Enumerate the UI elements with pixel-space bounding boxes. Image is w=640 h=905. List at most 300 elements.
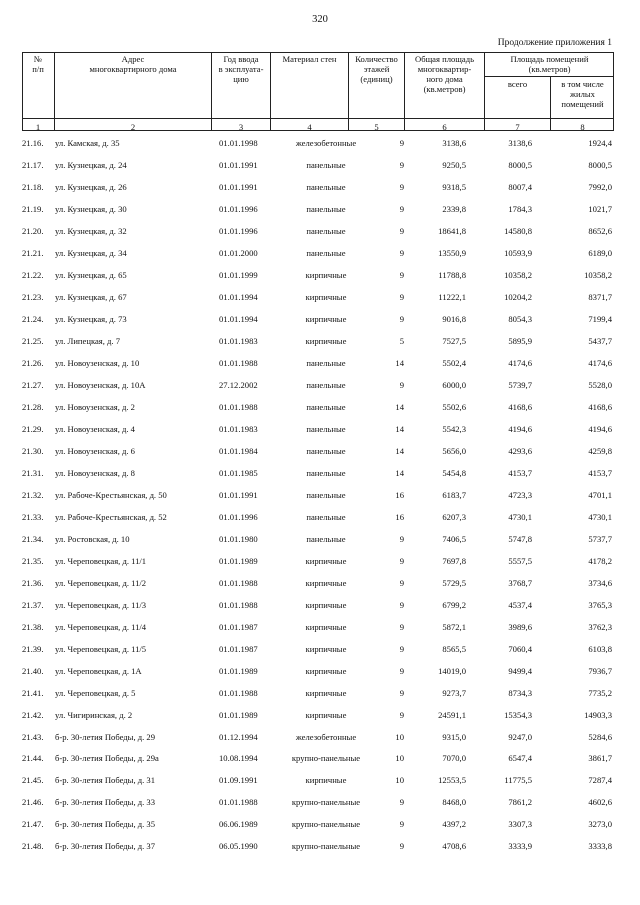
total-area-cell: 7527,5 [442, 335, 466, 346]
year-cell: 01.01.1991 [219, 160, 258, 170]
year-cell: 01.01.1989 [219, 709, 258, 720]
row-index: 21.39. [22, 643, 44, 654]
premises-all-cell: 8007,4 [508, 182, 532, 192]
row-index: 21.45. [22, 775, 44, 786]
table-row [22, 138, 614, 150]
floors-cell: 9 [399, 379, 404, 390]
living-area-cell: 3762,3 [588, 621, 612, 632]
year-cell: 01.01.1980 [219, 533, 258, 544]
material-cell: кирпичные [305, 335, 347, 346]
material-cell: кирпичные [305, 709, 347, 720]
premises-all-cell: 6547,4 [508, 753, 532, 764]
material-cell: кирпичные [305, 687, 347, 698]
address-cell: ул. Новоузенская, д. 10 [55, 357, 140, 368]
living-area-cell: 3861,7 [588, 753, 612, 764]
table-row [22, 775, 614, 787]
premises-all-cell: 4730,1 [508, 511, 532, 522]
floors-cell: 9 [399, 225, 404, 236]
row-index: 21.29. [22, 423, 44, 434]
floors-cell: 9 [399, 291, 404, 302]
premises-all-cell: 4537,4 [508, 599, 532, 610]
address-cell: ул. Череповецкая, д. 1А [55, 665, 142, 676]
year-cell: 01.01.1988 [219, 577, 258, 588]
material-cell: крупно-панельные [291, 797, 361, 808]
premises-all-cell: 5895,9 [508, 335, 532, 346]
floors-cell: 9 [399, 160, 404, 170]
row-index: 21.38. [22, 621, 44, 632]
floors-cell: 9 [399, 247, 404, 258]
total-area-cell: 6000,0 [442, 379, 466, 390]
premises-all-cell: 11775,5 [504, 775, 532, 786]
material-cell: панельные [306, 445, 346, 456]
material-cell: крупно-панельные [291, 753, 361, 764]
floors-cell: 9 [399, 599, 404, 610]
material-cell: панельные [306, 467, 346, 478]
premises-all-cell: 14580,8 [504, 225, 532, 236]
total-area-cell: 8468,0 [442, 797, 466, 808]
living-area-cell: 4259,8 [588, 445, 612, 456]
material-cell: панельные [306, 401, 346, 412]
address-cell: б-р. 30-летия Победы, д. 35 [55, 819, 156, 830]
floors-cell: 14 [395, 357, 404, 368]
row-index: 21.40. [22, 665, 44, 676]
year-cell: 01.01.1998 [219, 138, 258, 148]
year-cell: 01.01.2000 [219, 247, 258, 258]
year-cell: 01.01.1984 [219, 445, 258, 456]
floors-cell: 9 [399, 269, 404, 280]
premises-all-cell: 7060,4 [508, 643, 532, 654]
floors-cell: 14 [395, 445, 404, 456]
table-row [22, 753, 614, 765]
living-area-cell: 5528,0 [588, 379, 612, 390]
total-area-cell: 7697,8 [442, 555, 466, 566]
column-number: 7 [515, 122, 520, 132]
address-cell: б-р. 30-летия Победы, д. 29 [55, 731, 156, 742]
year-cell: 01.01.1996 [219, 203, 258, 214]
table-row [22, 490, 614, 502]
address-cell: б-р. 30-летия Победы, д. 31 [55, 775, 156, 786]
header-material: Материал стен [282, 54, 337, 64]
premises-all-cell: 4723,3 [508, 489, 532, 500]
living-area-cell: 3273,0 [588, 819, 612, 830]
floors-cell: 9 [399, 841, 404, 852]
address-cell: ул. Кузнецкая, д. 67 [55, 291, 127, 302]
premises-all-cell: 7861,2 [508, 797, 532, 808]
address-cell: ул. Кузнецкая, д. 26 [55, 182, 127, 192]
table-row [22, 160, 614, 172]
floors-cell: 10 [395, 775, 404, 786]
address-cell: ул. Камская, д. 35 [55, 138, 120, 148]
row-index: 21.21. [22, 247, 44, 258]
floors-cell: 9 [399, 138, 404, 148]
address-cell: ул. Новоузенская, д. 2 [55, 401, 135, 412]
header-total-area: Общая площадь многоквартир- ного дома (кв.метров) [414, 54, 475, 94]
table-row [22, 666, 614, 678]
floors-cell: 9 [399, 665, 404, 676]
material-cell: панельные [306, 357, 346, 368]
material-cell: панельные [306, 423, 346, 434]
table-row [22, 248, 614, 260]
material-cell: кирпичные [305, 775, 347, 786]
total-area-cell: 24591,1 [438, 709, 466, 720]
row-index: 21.46. [22, 797, 44, 808]
living-area-cell: 4178,2 [588, 555, 612, 566]
material-cell: панельные [306, 225, 346, 236]
floors-cell: 10 [395, 753, 404, 764]
floors-cell: 10 [395, 731, 404, 742]
address-cell: б-р. 30-летия Победы, д. 29а [55, 753, 159, 764]
living-area-cell: 7199,4 [588, 313, 612, 324]
column-number: 1 [35, 122, 41, 132]
total-area-cell: 5729,5 [442, 577, 466, 588]
premises-all-cell: 3138,6 [508, 138, 532, 148]
continuation-note: Продолжение приложения 1 [497, 38, 612, 48]
total-area-cell: 9250,5 [442, 160, 466, 170]
column-number: 4 [307, 122, 312, 132]
total-area-cell: 11222,1 [438, 291, 466, 302]
premises-all-cell: 8000,5 [508, 160, 532, 170]
address-cell: ул. Кузнецкая, д. 30 [55, 203, 127, 214]
row-index: 21.43. [22, 731, 44, 742]
table-row [22, 797, 614, 809]
address-cell: ул. Кузнецкая, д. 32 [55, 225, 127, 236]
floors-cell: 9 [399, 687, 404, 698]
address-cell: ул. Чигиринская, д. 2 [55, 709, 133, 720]
premises-all-cell: 1784,3 [508, 203, 532, 214]
table-row [22, 424, 614, 436]
floors-cell: 9 [399, 709, 404, 720]
year-cell: 01.01.1991 [219, 489, 258, 500]
material-cell: кирпичные [305, 313, 347, 324]
material-cell: панельные [306, 160, 346, 170]
header-year: Год ввода в эксплуата- цию [218, 54, 264, 84]
living-area-cell: 10358,2 [584, 269, 612, 280]
row-index: 21.31. [22, 467, 44, 478]
header-premises-area: Площадь помещений (кв.метров) [510, 54, 589, 74]
address-cell: ул. Новоузенская, д. 10А [55, 379, 146, 390]
row-index: 21.25. [22, 335, 44, 346]
total-area-cell: 5502,6 [442, 401, 466, 412]
premises-all-cell: 9247,0 [508, 731, 532, 742]
premises-all-cell: 15354,3 [504, 709, 532, 720]
address-cell: ул. Рабоче-Крестьянская, д. 50 [55, 489, 167, 500]
year-cell: 01.01.1983 [219, 423, 258, 434]
table-row [22, 556, 614, 568]
year-cell: 01.01.1989 [219, 555, 258, 566]
header-premises-living: в том числе жилых помещений [561, 79, 604, 109]
material-cell: кирпичные [305, 599, 347, 610]
table-row [22, 534, 614, 546]
address-cell: б-р. 30-летия Победы, д. 37 [55, 841, 156, 852]
table-row [22, 204, 614, 216]
floors-cell: 9 [399, 819, 404, 830]
total-area-cell: 9273,7 [442, 687, 466, 698]
total-area-cell: 6183,7 [442, 489, 466, 500]
table-row [22, 292, 614, 304]
floors-cell: 9 [399, 313, 404, 324]
living-area-cell: 6103,8 [588, 643, 612, 654]
premises-all-cell: 4153,7 [508, 467, 532, 478]
table-row [22, 336, 614, 348]
material-cell: панельные [306, 182, 346, 192]
row-index: 21.36. [22, 577, 44, 588]
total-area-cell: 13550,9 [438, 247, 466, 258]
address-cell: ул. Ростовская, д. 10 [55, 533, 130, 544]
living-area-cell: 1924,4 [588, 138, 612, 148]
row-index: 21.42. [22, 709, 44, 720]
row-index: 21.26. [22, 357, 44, 368]
row-index: 21.23. [22, 291, 44, 302]
floors-cell: 14 [395, 401, 404, 412]
row-index: 21.22. [22, 269, 44, 280]
year-cell: 01.01.1994 [219, 313, 258, 324]
premises-all-cell: 4174,6 [508, 357, 532, 368]
material-cell: панельные [306, 247, 346, 258]
year-cell: 01.09.1991 [219, 775, 258, 786]
floors-cell: 9 [399, 182, 404, 192]
year-cell: 01.01.1987 [219, 621, 258, 632]
year-cell: 01.01.1988 [219, 357, 258, 368]
year-cell: 01.01.1988 [219, 687, 258, 698]
floors-cell: 9 [399, 643, 404, 654]
table-row [22, 468, 614, 480]
floors-cell: 9 [399, 203, 404, 214]
premises-all-cell: 3333,9 [508, 841, 532, 852]
table-row [22, 358, 614, 370]
address-cell: б-р. 30-летия Победы, д. 33 [55, 797, 156, 808]
floors-cell: 9 [399, 533, 404, 544]
floors-cell: 9 [399, 577, 404, 588]
living-area-cell: 1021,7 [588, 203, 612, 214]
premises-all-cell: 5739,7 [508, 379, 532, 390]
living-area-cell: 5437,7 [588, 335, 612, 346]
material-cell: панельные [306, 511, 346, 522]
total-area-cell: 6207,3 [442, 511, 466, 522]
table-row [22, 226, 614, 238]
year-cell: 06.05.1990 [219, 841, 258, 852]
total-area-cell: 7406,5 [442, 533, 466, 544]
address-cell: ул. Кузнецкая, д. 73 [55, 313, 127, 324]
living-area-cell: 8652,6 [588, 225, 612, 236]
address-cell: ул. Череповецкая, д. 11/2 [55, 577, 147, 588]
total-area-cell: 4397,2 [442, 819, 466, 830]
total-area-cell: 14019,0 [438, 665, 466, 676]
header-floors: Количество этажей (единиц) [355, 54, 398, 84]
row-index: 21.30. [22, 445, 44, 456]
address-cell: ул. Череповецкая, д. 11/1 [55, 555, 147, 566]
address-cell: ул. Череповецкая, д. 11/4 [55, 621, 147, 632]
living-area-cell: 8371,7 [588, 291, 612, 302]
year-cell: 01.01.1983 [219, 335, 258, 346]
total-area-cell: 5454,8 [442, 467, 466, 478]
table-row [22, 578, 614, 590]
row-index: 21.33. [22, 511, 44, 522]
address-cell: ул. Кузнецкая, д. 34 [55, 247, 127, 258]
table-row [22, 841, 614, 853]
material-cell: железобетонные [295, 138, 357, 148]
material-cell: кирпичные [305, 643, 347, 654]
premises-all-cell: 9499,4 [508, 665, 532, 676]
table-row [22, 446, 614, 458]
row-index: 21.16. [22, 138, 44, 148]
premises-all-cell: 8054,3 [508, 313, 532, 324]
year-cell: 27.12.2002 [219, 379, 258, 390]
premises-all-cell: 10593,9 [504, 247, 532, 258]
total-area-cell: 6799,2 [442, 599, 466, 610]
year-cell: 01.01.1999 [219, 269, 258, 280]
total-area-cell: 8565,5 [442, 643, 466, 654]
total-area-cell: 11788,8 [438, 269, 466, 280]
total-area-cell: 12553,5 [438, 775, 466, 786]
header-index: № п/п [32, 54, 44, 74]
living-area-cell: 4194,6 [588, 423, 612, 434]
table-row [22, 380, 614, 392]
row-index: 21.24. [22, 313, 44, 324]
table-row [22, 622, 614, 634]
year-cell: 06.06.1989 [219, 819, 258, 830]
column-number: 3 [238, 122, 244, 132]
year-cell: 01.01.1991 [219, 182, 258, 192]
premises-all-cell: 3307,3 [508, 819, 532, 830]
year-cell: 01.01.1996 [219, 225, 258, 236]
year-cell: 01.01.1994 [219, 291, 258, 302]
row-index: 21.37. [22, 599, 44, 610]
address-cell: ул. Новоузенская, д. 4 [55, 423, 135, 434]
year-cell: 01.01.1989 [219, 665, 258, 676]
total-area-cell: 9318,5 [442, 182, 466, 192]
living-area-cell: 8000,5 [588, 160, 612, 170]
material-cell: кирпичные [305, 577, 347, 588]
table-row [22, 819, 614, 831]
row-index: 21.41. [22, 687, 44, 698]
floors-cell: 9 [399, 797, 404, 808]
column-number: 8 [580, 122, 585, 132]
living-area-cell: 5737,7 [588, 533, 612, 544]
material-cell: панельные [306, 379, 346, 390]
year-cell: 01.01.1987 [219, 643, 258, 654]
total-area-cell: 5872,1 [442, 621, 466, 632]
total-area-cell: 3138,6 [442, 138, 466, 148]
premises-all-cell: 5557,5 [508, 555, 532, 566]
material-cell: кирпичные [305, 291, 347, 302]
premises-all-cell: 4194,6 [508, 423, 532, 434]
material-cell: кирпичные [305, 621, 347, 632]
total-area-cell: 9315,0 [442, 731, 466, 742]
year-cell: 01.01.1988 [219, 797, 258, 808]
living-area-cell: 5284,6 [588, 731, 612, 742]
total-area-cell: 2339,8 [442, 203, 466, 214]
total-area-cell: 7070,0 [442, 753, 466, 764]
premises-all-cell: 3768,7 [508, 577, 532, 588]
premises-all-cell: 4293,6 [508, 445, 532, 456]
total-area-cell: 18641,8 [438, 225, 466, 236]
header-address: Адрес многоквартирного дома [89, 54, 177, 74]
address-cell: ул. Череповецкая, д. 5 [55, 687, 136, 698]
row-index: 21.35. [22, 555, 44, 566]
table-row [22, 600, 614, 612]
material-cell: кирпичные [305, 665, 347, 676]
address-cell: ул. Череповецкая, д. 11/3 [55, 599, 147, 610]
premises-all-cell: 8734,3 [508, 687, 532, 698]
year-cell: 01.01.1985 [219, 467, 258, 478]
living-area-cell: 7735,2 [588, 687, 612, 698]
table-row [22, 688, 614, 700]
living-area-cell: 4602,6 [588, 797, 612, 808]
material-cell: кирпичные [305, 555, 347, 566]
row-index: 21.19. [22, 203, 44, 214]
floors-cell: 14 [395, 467, 404, 478]
living-area-cell: 3765,3 [588, 599, 612, 610]
row-index: 21.48. [22, 841, 44, 852]
total-area-cell: 5542,3 [442, 423, 466, 434]
material-cell: панельные [306, 533, 346, 544]
floors-cell: 16 [395, 511, 404, 522]
row-index: 21.20. [22, 225, 44, 236]
living-area-cell: 3734,6 [588, 577, 612, 588]
table-row [22, 182, 614, 194]
material-cell: крупно-панельные [291, 841, 361, 852]
address-cell: ул. Новоузенская, д. 8 [55, 467, 135, 478]
header-premises-all: всего [507, 79, 528, 89]
row-index: 21.18. [22, 182, 44, 192]
column-number: 6 [442, 122, 447, 132]
row-index: 21.27. [22, 379, 44, 390]
living-area-cell: 3333,8 [588, 841, 612, 852]
page-number: 320 [312, 14, 328, 25]
row-index: 21.28. [22, 401, 44, 412]
floors-cell: 14 [395, 423, 404, 434]
row-index: 21.47. [22, 819, 44, 830]
column-number: 2 [130, 122, 136, 132]
material-cell: панельные [306, 203, 346, 214]
address-cell: ул. Липецкая, д. 7 [55, 335, 121, 346]
living-area-cell: 4701,1 [588, 489, 612, 500]
address-cell: ул. Рабоче-Крестьянская, д. 52 [55, 511, 167, 522]
floors-cell: 9 [399, 555, 404, 566]
premises-all-cell: 10204,2 [504, 291, 532, 302]
column-number: 5 [374, 122, 379, 132]
premises-all-cell: 10358,2 [504, 269, 532, 280]
table-row [22, 710, 614, 722]
floors-cell: 9 [399, 621, 404, 632]
table-row [22, 314, 614, 326]
row-index: 21.44. [22, 753, 44, 764]
table-row [22, 402, 614, 414]
material-cell: кирпичные [305, 269, 347, 280]
material-cell: железобетонные [295, 731, 357, 742]
living-area-cell: 4730,1 [588, 511, 612, 522]
living-area-cell: 7992,0 [588, 182, 612, 192]
row-index: 21.17. [22, 160, 44, 170]
premises-all-cell: 5747,8 [508, 533, 532, 544]
address-cell: ул. Кузнецкая, д. 24 [55, 160, 127, 170]
living-area-cell: 4168,6 [588, 401, 612, 412]
table-row [22, 270, 614, 282]
living-area-cell: 7936,7 [588, 665, 612, 676]
address-cell: ул. Череповецкая, д. 11/5 [55, 643, 147, 654]
year-cell: 01.01.1988 [219, 401, 258, 412]
row-index: 21.32. [22, 489, 44, 500]
living-area-cell: 4153,7 [588, 467, 612, 478]
year-cell: 01.12.1994 [219, 731, 258, 742]
premises-all-cell: 3989,6 [508, 621, 532, 632]
premises-all-cell: 4168,6 [508, 401, 532, 412]
year-cell: 01.01.1988 [219, 599, 258, 610]
floors-cell: 5 [399, 335, 404, 346]
total-area-cell: 4708,6 [442, 841, 466, 852]
material-cell: панельные [306, 489, 346, 500]
living-area-cell: 6189,0 [588, 247, 612, 258]
